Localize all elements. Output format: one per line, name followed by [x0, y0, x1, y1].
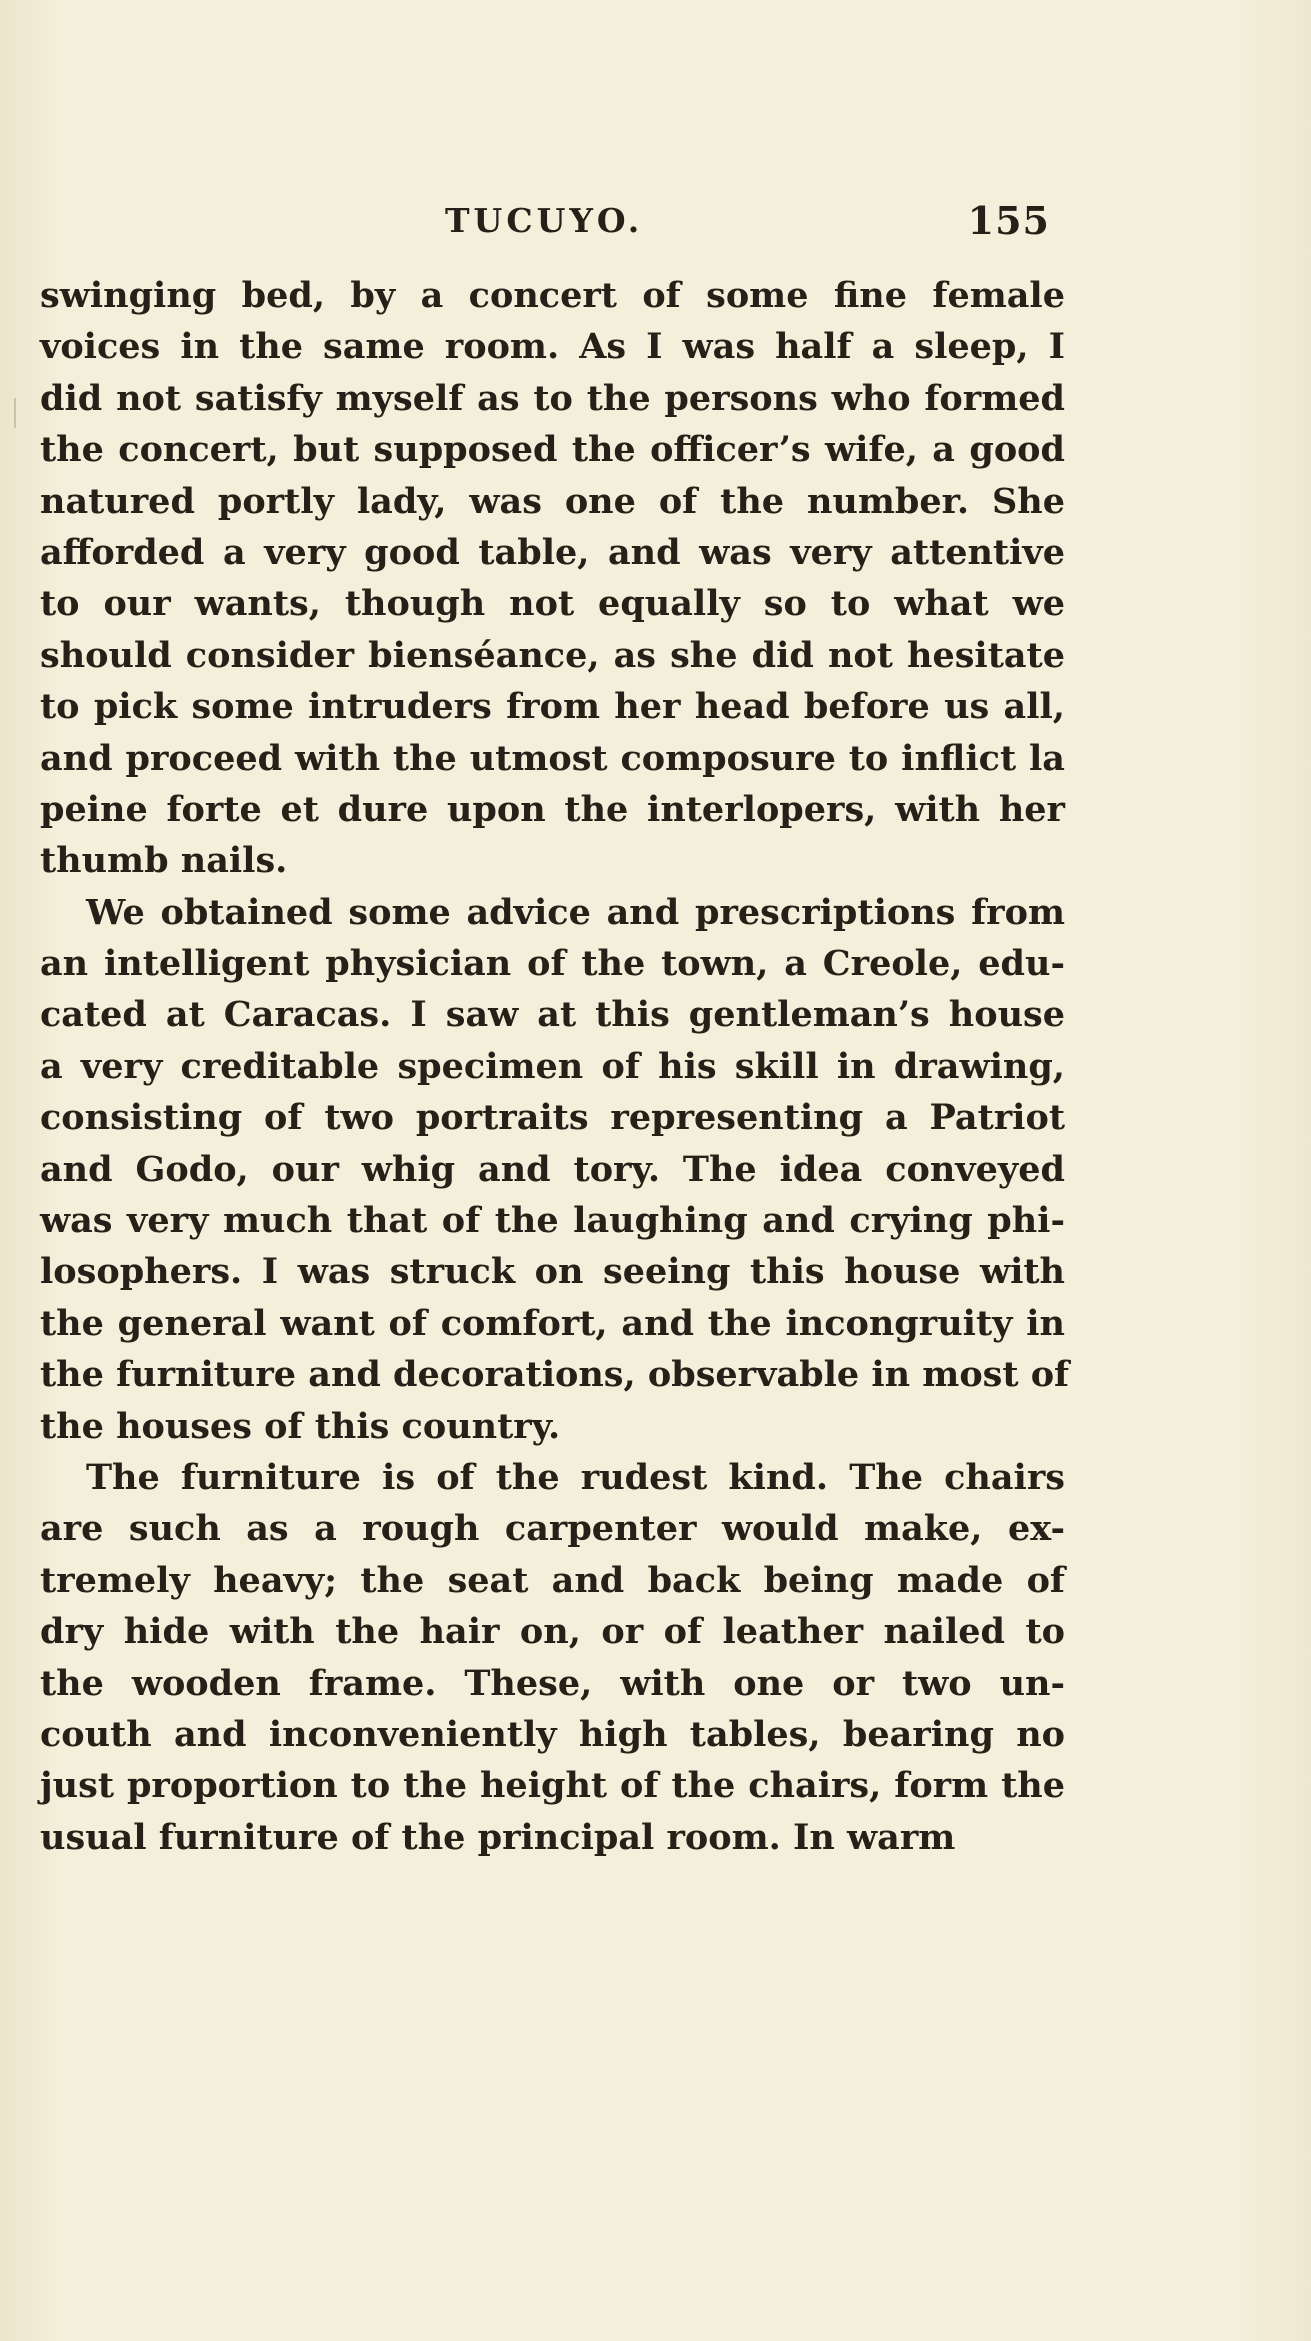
text-line: the houses of this country.	[40, 1405, 561, 1447]
text-line: natured portly lady, was one of the number. She	[40, 480, 1065, 522]
text-line: are such as a rough carpenter would make, ex-	[40, 1508, 1065, 1550]
text-line: a very creditable specimen of his skill in drawing,	[40, 1045, 1065, 1087]
text-line: dry hide with the hair on, or of leather nailed to	[40, 1611, 1065, 1653]
text-line: to pick some intruders from her head before us all,	[40, 686, 1065, 728]
text-line: voices in the same room. As I was half a sleep, I	[40, 326, 1065, 368]
margin-mark	[14, 398, 16, 428]
text-line: to our wants, though not equally so to what we	[40, 583, 1065, 625]
text-line: the general want of comfort, and the incongruity in	[40, 1302, 1065, 1344]
text-line: cated at Caracas. I saw at this gentleman’s house	[40, 994, 1065, 1036]
text-line: just proportion to the height of the chairs, form the	[40, 1765, 1065, 1807]
text-line: usual furniture of the principal room. In warm	[40, 1816, 956, 1858]
text-line: was very much that of the laughing and crying phi-	[40, 1200, 1065, 1242]
body-text	[40, 270, 1070, 1863]
running-head	[40, 196, 1050, 246]
text-line: We obtained some advice and prescriptions from	[86, 891, 1065, 933]
text-line: the concert, but supposed the officer’s wife, a good	[40, 429, 1065, 471]
text-line: the furniture and decorations, observable in most of	[40, 1354, 1070, 1396]
text-line: The furniture is of the rudest kind. The chairs	[86, 1456, 1065, 1498]
page-number: 155	[967, 198, 1050, 243]
text-line: afforded a very good table, and was very attentive	[40, 531, 1065, 573]
text-line: and Godo, our whig and tory. The idea conveyed	[40, 1148, 1065, 1190]
text-line: thumb nails.	[40, 840, 288, 882]
text-line: an intelligent physician of the town, a Creole, edu-	[40, 943, 1065, 985]
running-title: TUCUYO.	[445, 201, 644, 240]
text-line: consisting of two portraits representing a Patriot	[40, 1097, 1065, 1139]
text-line: couth and inconveniently high tables, bearing no	[40, 1713, 1065, 1755]
text-line: did not satisfy myself as to the persons who formed	[40, 377, 1065, 419]
text-line: losophers. I was struck on seeing this house with	[40, 1251, 1065, 1293]
text-line: swinging bed, by a concert of some fine female	[40, 275, 1065, 316]
text-line: should consider bienséance, as she did not hesitate	[40, 634, 1065, 676]
text-line: and proceed with the utmost composure to inflict la	[40, 737, 1065, 779]
text-line: peine forte et dure upon the interlopers, with her	[40, 788, 1065, 830]
text-line: the wooden frame. These, with one or two un-	[40, 1662, 1065, 1704]
text-line: tremely heavy; the seat and back being made of	[40, 1559, 1065, 1601]
